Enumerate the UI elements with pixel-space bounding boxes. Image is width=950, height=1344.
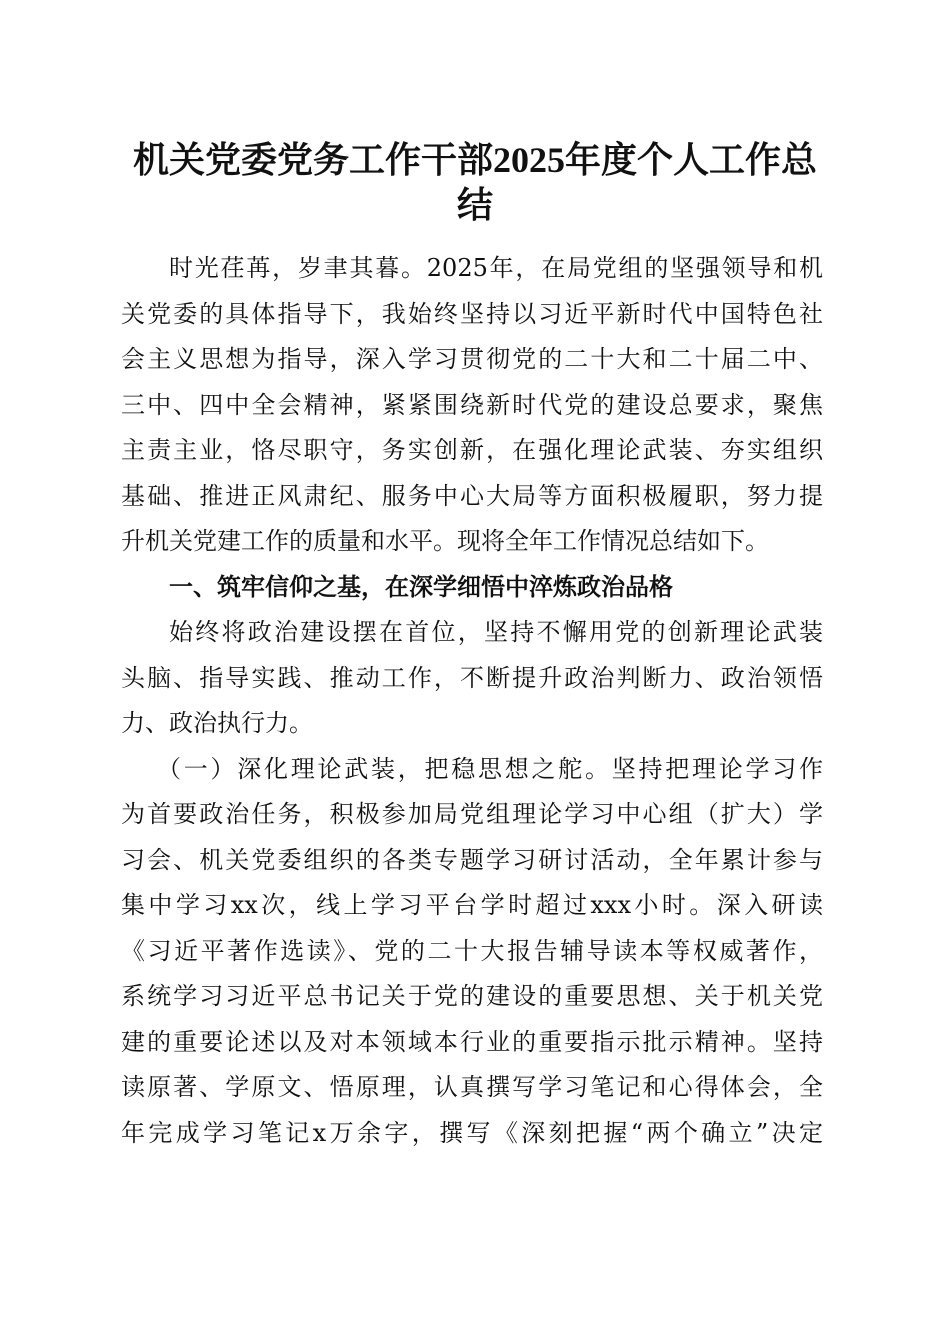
body-line: 《习近平著作选读》、党的二十大报告辅导读本等权威著作， <box>121 936 823 965</box>
body-line: 读原著、学原文、悟原理，认真撰写学习笔记和心得体会，全 <box>121 1073 823 1101</box>
body-line: 集中学习xx次，线上学习平台学时超过xxx小时。深入研读 <box>121 891 823 919</box>
document-title-line-1: 机关党委党务工作干部2025年度个人工作总 <box>132 140 817 180</box>
body-line: 习会、机关党委组织的各类专题学习研讨活动，全年累计参与 <box>121 845 823 874</box>
section-heading: 一、筑牢信仰之基，在深学细悟中淬炼政治品格 <box>169 572 673 601</box>
document-title-line-2: 结 <box>456 185 493 225</box>
document-body <box>121 246 823 1156</box>
body-line: 年完成学习笔记x万余字，撰写《深刻把握“两个确立”决定 <box>121 1118 823 1147</box>
body-line: 始终将政治建设摆在首位，坚持不懈用党的创新理论武装 <box>169 618 823 646</box>
body-line: 升机关党建工作的质量和水平。现将全年工作情况总结如下。 <box>121 527 769 555</box>
body-line: 力、政治执行力。 <box>121 709 313 737</box>
body-line: 会主义思想为指导，深入学习贯彻党的二十大和二十届二中、 <box>121 345 823 373</box>
body-line: 头脑、指导实践、推动工作，不断提升政治判断力、政治领悟 <box>121 663 823 692</box>
body-line: 为首要政治任务，积极参加局党组理论学习中心组（扩大）学 <box>121 800 823 828</box>
body-line: 关党委的具体指导下，我始终坚持以习近平新时代中国特色社 <box>121 299 823 328</box>
body-line: 基础、推进正风肃纪、服务中心大局等方面积极履职，努力提 <box>121 481 823 510</box>
subsection-line: （一）深化理论武装，把稳思想之舵。坚持把理论学习作 <box>157 754 823 783</box>
body-line: 时光荏苒，岁聿其暮。2025年，在局党组的坚强领导和机 <box>169 254 823 282</box>
body-line: 系统学习习近平总书记关于党的建设的重要思想、关于机关党 <box>121 982 823 1010</box>
body-line: 主责主业，恪尽职守，务实创新，在强化理论武装、夯实组织 <box>121 436 823 464</box>
body-line: 三中、四中全会精神，紧紧围绕新时代党的建设总要求，聚焦 <box>121 390 823 419</box>
body-line: 建的重要论述以及对本领域本行业的重要指示批示精神。坚持 <box>121 1027 823 1056</box>
